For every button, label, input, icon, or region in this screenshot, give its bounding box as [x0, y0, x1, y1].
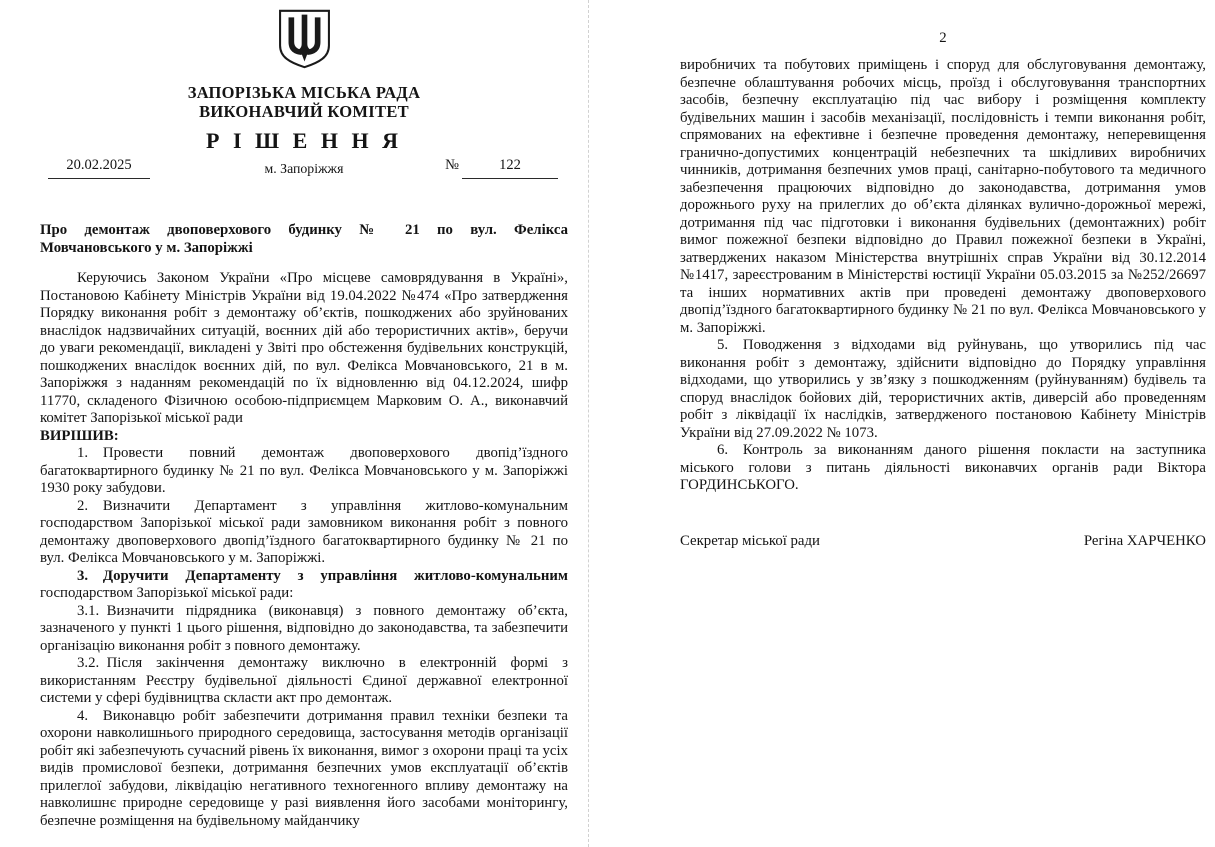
document-title-line1: Про демонтаж двоповерхового будинку № 21 по вул. Фелікса [40, 222, 568, 238]
paragraph-preamble: Керуючись Законом України «Про місцеве самоврядування в Україні», Постановою Кабінету Міністрів України від 19.04.2022 №474 «Про затвердження Порядку виконання робіт з демонтажу об’єктів, пошкоджених або зруйнованих внаслідок надзвичайних ситуацій, воєнних дій або терористичних актів», беручи до уваги рекомендації, викладені у Звіті про обстеження будівельних конструкцій, пошкоджених внаслідок воєнних дій, по вул. Фелікса Мовчановського, 21 в м. Запоріжжя з наданням рекомендацій по їх відновленню від 04.12.2024, шифр 11770, складеного Фізичною особою-підприємцем Марковим О. А., виконавчий комітет Запорізької міської ради [40, 270, 568, 427]
document-place: м. Запоріжжя [264, 161, 344, 176]
paragraph-item4-continuation: виробничих та побутових приміщень і споруд для обслуговування демонтажу, безпечне облаштування робочих місць, проїзд і обслуговування транспортних засобів, безпечну експлуатацію під час вибору і розміщення комплекту будівельних машин і засобів механізації, послідовність і темпи виконання робіт, спрямованих на ефективне і безпечне проведення демонтажу, неперевищення гранично-допустимих концентрацій небезпечних та шкідливих виробничих чинників, дотримання безпечних умов праці, санітарно-побутового та медичного забезпечення працюючих відповідно до законодавства, дотримання умов дорожнього руху на прилеглих до об’єкта ділянках вулично-дорожньої мережі, дотримання під час підготовки і виконання будівельних (демонтажних) робіт вимог пожежної безпеки відповідно до Правил пожежної безпеки в Україні, затверджених наказом Міністерства внутрішніх справ України від 30.12.2014 №1417, зареєстрованим в Міністерстві юстиції України 05.03.2015 за №252/26697 та інших нормативних актів при проведені демонтажу двоповерхового двопід’їздного багатоквартирного будинку № 21 по вул. Фелікса Мовчановського у м. Запоріжжі. [680, 57, 1206, 336]
signature-role: Секретар міської ради [680, 532, 820, 549]
document-number-group [445, 157, 558, 179]
ukraine-trident-emblem-icon [276, 8, 333, 70]
document-page-2 [680, 0, 1206, 550]
page-fold-divider [588, 0, 589, 847]
paragraph-item1: 1. Провести повний демонтаж двоповерхового двопід’їздного багатоквартирного будинку № 21 по вул. Фелікса Мовчановського у м. Запоріжжі 1930 року забудови. [40, 445, 568, 497]
item3-rest: господарством Запорізької міської ради: [40, 585, 294, 602]
document-body-page2 [680, 57, 1206, 495]
signature-name: Регіна ХАРЧЕНКО [1083, 532, 1206, 549]
item3-lead: 3. Доручити Департаменту з управління житлово-комунальним [77, 567, 568, 584]
paragraph-item2: 2. Визначити Департамент з управління житлово-комунальним господарством Запорізької міської ради замовником виконання робіт з повного демонтажу двоповерхового двопід’їздного багатоквартирного будинку № 21 по вул. Фелікса Мовчановського у м. Запоріжжі. [40, 497, 568, 567]
document-title [40, 222, 568, 257]
paragraph-item3-2: 3.2. Після закінчення демонтажу виключно в електронній формі з використанням Реєстру будівельної діяльності Єдиної державної електронної системи у сфері будівництва скласти акт про демонтаж. [40, 655, 568, 707]
organization-name-line2: ВИКОНАВЧИЙ КОМІТЕТ [199, 102, 409, 121]
paragraph-item5: 5. Поводження з відходами від руйнувань, що утворились під час виконання робіт з демонтажу, здійснити відповідно до Порядку управління відходами, що утворились у зв’язку з пошкодженням (руйнуванням) будівель та споруд внаслідок бойових дій, терористичних актів, диверсій або проведенням робіт з ліквідації їх наслідків, затвердженого постановою Кабінету Міністрів України від 27.09.2022 № 1073. [680, 337, 1206, 441]
document-page-1 [40, 0, 568, 830]
document-date: 20.02.2025 [48, 157, 150, 179]
document-body-page1 [40, 270, 568, 830]
document-type-heading: Р І Ш Е Н Н Я [206, 128, 402, 153]
organization-name-line1: ЗАПОРІЗЬКА МІСЬКА РАДА [187, 83, 421, 102]
paragraph-item6: 6. Контроль за виконанням даного рішення покласти на заступника міського голови з питань діяльності виконавчих органів ради Віктора ГОРДИНСЬКОГО. [680, 442, 1206, 493]
document-number: 122 [462, 157, 558, 179]
paragraph-item3 [40, 568, 568, 603]
number-sign: № [445, 157, 459, 173]
document-title-line2: Мовчановського у м. Запоріжжі [40, 239, 253, 256]
paragraph-item4: 4. Виконавцю робіт забезпечити дотримання правил техніки безпеки та охорони навколишнього природного середовища, застосування методів організації робіт які забезпечують сучасний рівень їх виконання, вимог з охорони праці та усіх видів промислової безпеки, дотримання безпечних умов експлуатації об’єктів прилеглої забудови, ліквідацію негативного техногенного впливу демонтажу на навколишнє природне середовище у разі виявлення його засобами моніторингу, безпечне розміщення на будівельному майданчику [40, 707, 568, 829]
signature-row [680, 533, 1206, 550]
paragraph-item3-1: 3.1. Визначити підрядника (виконавця) з повного демонтажу об’єкта, зазначеного у пункті 1 цього рішення, відповідно до законодавства, та забезпечити організацію виконання робіт з повного демонтажу. [40, 602, 568, 654]
page-number: 2 [939, 30, 947, 46]
document-meta-row [40, 156, 568, 182]
decision-word: ВИРІШИВ: [40, 427, 119, 444]
document-header [40, 0, 568, 154]
